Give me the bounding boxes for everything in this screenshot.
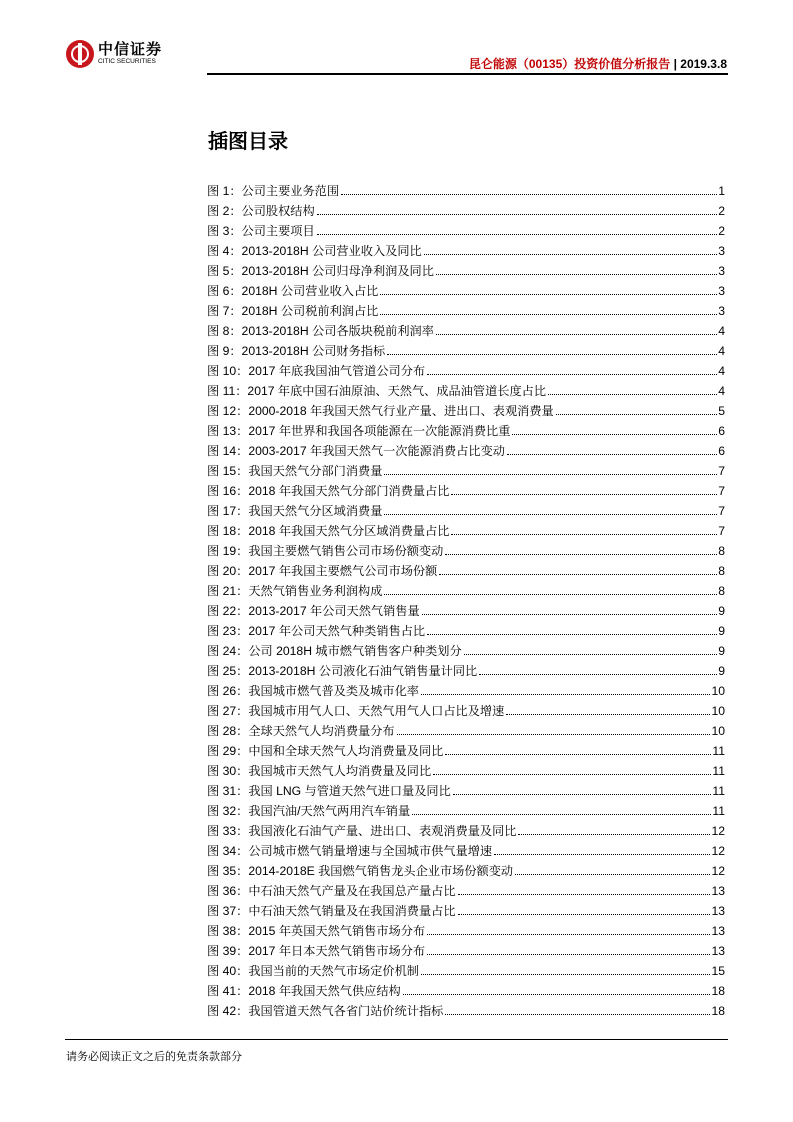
toc-page-number[interactable]: 9: [718, 644, 725, 658]
toc-entry-label[interactable]: 图 35：2014-2018E 我国燃气销售龙头企业市场份额变动: [207, 864, 514, 878]
toc-page-number[interactable]: 4: [718, 384, 725, 398]
report-title: 昆仑能源（00135）投资价值分析报告: [468, 57, 671, 71]
toc-leader-dots: [433, 774, 711, 775]
toc-page-number[interactable]: 10: [711, 684, 725, 698]
toc-entry-label[interactable]: 图 4：2013-2018H 公司营业收入及同比: [207, 244, 422, 258]
toc-page-number[interactable]: 6: [718, 444, 725, 458]
toc-entry-label[interactable]: 图 41：2018 年我国天然气供应结构: [207, 984, 401, 998]
toc-page-number[interactable]: 7: [718, 524, 725, 538]
toc-entry[interactable]: [207, 658, 725, 678]
toc-entry[interactable]: [207, 358, 725, 378]
toc-leader-dots: [427, 934, 710, 935]
toc-leader-dots: [436, 274, 717, 275]
toc-entry-label[interactable]: 图 20：2017 年我国主要燃气公司市场份额: [207, 564, 438, 578]
toc-entry-label[interactable]: 图 6：2018H 公司营业收入占比: [207, 284, 379, 298]
citic-logo: [66, 40, 162, 68]
toc-leader-dots: [453, 794, 712, 795]
toc-page-number[interactable]: 11: [712, 784, 725, 798]
toc-leader-dots: [403, 994, 711, 995]
toc-entry[interactable]: [207, 258, 725, 278]
toc-leader-dots: [518, 834, 710, 835]
toc-leader-dots: [458, 914, 711, 915]
toc-page-number[interactable]: 12: [711, 844, 725, 858]
toc-entry[interactable]: [207, 958, 725, 978]
toc-leader-dots: [317, 214, 718, 215]
toc-page-number[interactable]: 18: [711, 1004, 725, 1018]
toc-entry-label[interactable]: 图 40：我国当前的天然气市场定价机制: [207, 964, 419, 978]
toc-leader-dots: [506, 714, 710, 715]
toc-entry-label[interactable]: 图 38：2015 年英国天然气销售市场分布: [207, 924, 426, 938]
toc-entry-label[interactable]: 图 19：我国主要燃气销售公司市场份额变动: [207, 544, 444, 558]
toc-entry[interactable]: [207, 278, 725, 298]
toc-entry[interactable]: [207, 758, 725, 778]
toc-page-number[interactable]: 13: [711, 944, 725, 958]
toc-leader-dots: [380, 314, 717, 315]
toc-entry[interactable]: [207, 298, 725, 318]
toc-entry-label[interactable]: 图 15：我国天然气分部门消费量: [207, 464, 383, 478]
header-divider: [207, 73, 728, 75]
toc-entry-label[interactable]: 图 27：我国城市用气人口、天然气用气人口占比及增速: [207, 704, 505, 718]
toc-entry-label[interactable]: 图 11：2017 年底中国石油原油、天然气、成品油管道长度占比: [207, 384, 547, 398]
toc-entry[interactable]: [207, 698, 725, 718]
toc-page-number[interactable]: 11: [712, 744, 725, 758]
toc-entry[interactable]: [207, 458, 725, 478]
toc-page-number[interactable]: 3: [718, 264, 725, 278]
toc-page-number[interactable]: 7: [718, 484, 725, 498]
toc-leader-dots: [427, 374, 717, 375]
toc-page-number[interactable]: 12: [711, 864, 725, 878]
toc-leader-dots: [507, 454, 717, 455]
toc-entry-label[interactable]: 图 1：公司主要业务范围: [207, 184, 340, 198]
toc-leader-dots: [451, 494, 717, 495]
toc-leader-dots: [317, 234, 718, 235]
toc-entry[interactable]: [207, 978, 725, 998]
toc-leader-dots: [512, 434, 717, 435]
toc-entry-label[interactable]: 图 7：2018H 公司税前利润占比: [207, 304, 379, 318]
toc-entry[interactable]: [207, 598, 725, 618]
report-header: [469, 55, 727, 72]
toc-entry[interactable]: [207, 898, 725, 918]
toc-entry-label[interactable]: 图 12：2000-2018 年我国天然气行业产量、进出口、表观消费量: [207, 404, 554, 418]
footer-disclaimer: 请务必阅读正文之后的免责条款部分: [66, 1051, 242, 1063]
toc-entry-label[interactable]: 图 18：2018 年我国天然气分区域消费量占比: [207, 524, 450, 538]
toc-entry[interactable]: [207, 538, 725, 558]
toc-entry[interactable]: [207, 678, 725, 698]
toc-leader-dots: [445, 754, 711, 755]
toc-entry[interactable]: [207, 498, 725, 518]
toc-page-number[interactable]: 2: [718, 204, 725, 218]
toc-entry[interactable]: [207, 718, 725, 738]
toc-entry-label[interactable]: 图 30：我国城市天然气人均消费量及同比: [207, 764, 432, 778]
toc-entry-label[interactable]: 图 26：我国城市燃气普及类及城市化率: [207, 684, 419, 698]
toc-entry[interactable]: [207, 558, 725, 578]
toc-entry-label[interactable]: 图 10：2017 年底我国油气管道公司分布: [207, 364, 426, 378]
toc-leader-dots: [479, 674, 717, 675]
toc-entry[interactable]: [207, 418, 725, 438]
toc-entry-label[interactable]: 图 28：全球天然气人均消费量分布: [207, 724, 395, 738]
toc-entry-label[interactable]: 图 13：2017 年世界和我国各项能源在一次能源消费比重: [207, 424, 511, 438]
toc-leader-dots: [556, 414, 717, 415]
toc-page-number[interactable]: 13: [711, 884, 725, 898]
toc-page-number[interactable]: 7: [718, 464, 725, 478]
logo-en-text: CITIC SECURITIES: [98, 58, 156, 66]
toc-page-number[interactable]: 6: [718, 424, 725, 438]
toc-page-number[interactable]: 10: [711, 724, 725, 738]
toc-page-number[interactable]: 8: [718, 564, 725, 578]
toc-entry-label[interactable]: 图 17：我国天然气分区域消费量: [207, 504, 383, 518]
toc-leader-dots: [380, 294, 717, 295]
toc-leader-dots: [458, 894, 711, 895]
toc-page-number[interactable]: 13: [711, 924, 725, 938]
toc-entry-label[interactable]: 图 22：2013-2017 年公司天然气销售量: [207, 604, 420, 618]
toc-entry[interactable]: [207, 638, 725, 658]
toc-entry-label[interactable]: 图 8：2013-2018H 公司各版块税前利润率: [207, 324, 434, 338]
toc-entry[interactable]: [207, 578, 725, 598]
toc-page-number[interactable]: 13: [711, 904, 725, 918]
toc-entry-label[interactable]: 图 36：中石油天然气产量及在我国总产量占比: [207, 884, 456, 898]
toc-page-number[interactable]: 4: [718, 324, 725, 338]
toc-entry[interactable]: [207, 798, 725, 818]
toc-entry-label[interactable]: 图 33：我国液化石油气产量、进出口、表观消费量及同比: [207, 824, 517, 838]
toc-entry[interactable]: [207, 938, 725, 958]
toc-leader-dots: [439, 574, 717, 575]
toc-entry[interactable]: [207, 618, 725, 638]
toc-entry[interactable]: [207, 878, 725, 898]
page-title: 插图目录: [208, 131, 288, 153]
toc-entry[interactable]: [207, 198, 725, 218]
toc-entry-label[interactable]: 图 42：我国管道天然气各省门站价统计指标: [207, 1004, 444, 1018]
toc-entry[interactable]: [207, 478, 725, 498]
citic-logo-icon: [66, 40, 94, 68]
toc-entry-label[interactable]: 图 16：2018 年我国天然气分部门消费量占比: [207, 484, 450, 498]
toc-entry-label[interactable]: 图 2：公司股权结构: [207, 204, 315, 218]
toc-entry[interactable]: [207, 518, 725, 538]
toc-entry[interactable]: [207, 218, 725, 238]
toc-entry-label[interactable]: 图 25：2013-2018H 公司液化石油气销售量计同比: [207, 664, 478, 678]
toc-leader-dots: [451, 534, 717, 535]
toc-leader-dots: [421, 694, 710, 695]
toc-entry-label[interactable]: 图 34：公司城市燃气销量增速与全国城市供气量增速: [207, 844, 493, 858]
toc-entry[interactable]: [207, 338, 725, 358]
toc-page-number[interactable]: 15: [711, 964, 725, 978]
toc-page-number[interactable]: 9: [718, 624, 725, 638]
toc-leader-dots: [341, 194, 717, 195]
toc-entry[interactable]: [207, 378, 725, 398]
toc-entry-label[interactable]: 图 5：2013-2018H 公司归母净利润及同比: [207, 264, 434, 278]
toc-entry[interactable]: [207, 238, 725, 258]
report-date: 2019.3.8: [680, 57, 727, 71]
toc-entry-label[interactable]: 图 29：中国和全球天然气人均消费量及同比: [207, 744, 444, 758]
toc-entry-label[interactable]: 图 14：2003-2017 年我国天然气一次能源消费占比变动: [207, 444, 505, 458]
toc-page-number[interactable]: 10: [711, 704, 725, 718]
toc-entry-label[interactable]: 图 32：我国汽油/天然气两用汽车销量: [207, 804, 411, 818]
toc-leader-dots: [422, 614, 718, 615]
toc-page-number[interactable]: 3: [718, 284, 725, 298]
toc-page-number[interactable]: 3: [718, 244, 725, 258]
toc-page-number[interactable]: 18: [711, 984, 725, 998]
toc-entry[interactable]: [207, 818, 725, 838]
toc-page-number[interactable]: 8: [718, 584, 725, 598]
toc-entry[interactable]: [207, 998, 725, 1018]
toc-entry-label[interactable]: 图 31：我国 LNG 与管道天然气进口量及同比: [207, 784, 451, 798]
logo-cn-text: 中信证券: [98, 41, 163, 59]
toc-page-number[interactable]: 5: [718, 404, 725, 418]
toc-entry[interactable]: [207, 918, 725, 938]
toc-page-number[interactable]: 11: [712, 804, 725, 818]
toc-leader-dots: [464, 654, 718, 655]
toc-page-number[interactable]: 3: [718, 304, 725, 318]
toc-leader-dots: [387, 354, 717, 355]
toc-entry[interactable]: [207, 318, 725, 338]
toc-entry-label[interactable]: 图 9：2013-2018H 公司财务指标: [207, 344, 386, 358]
toc-entry[interactable]: [207, 778, 725, 798]
toc-page-number[interactable]: 11: [712, 764, 725, 778]
toc-leader-dots: [384, 474, 717, 475]
toc-leader-dots: [436, 334, 717, 335]
toc-page-number[interactable]: 9: [718, 664, 725, 678]
toc-entry-label[interactable]: 图 39：2017 年日本天然气销售市场分布: [207, 944, 426, 958]
toc-leader-dots: [397, 734, 711, 735]
toc-leader-dots: [427, 954, 710, 955]
toc-page-number[interactable]: 4: [718, 344, 725, 358]
toc-entry-label[interactable]: 图 24：公司 2018H 城市燃气销售客户种类划分: [207, 644, 462, 658]
toc-page-number[interactable]: 2: [718, 224, 725, 238]
toc-page-number[interactable]: 12: [711, 824, 725, 838]
toc-page-number[interactable]: 9: [718, 604, 725, 618]
toc-entry-label[interactable]: 图 37：中石油天然气销量及在我国消费量占比: [207, 904, 456, 918]
toc-leader-dots: [412, 814, 711, 815]
toc-entry[interactable]: [207, 858, 725, 878]
toc-entry-label[interactable]: 图 21：天然气销售业务利润构成: [207, 584, 383, 598]
header-separator: |: [670, 57, 681, 71]
toc-page-number[interactable]: 4: [718, 364, 725, 378]
toc-leader-dots: [384, 594, 717, 595]
toc-leader-dots: [445, 1014, 710, 1015]
toc-leader-dots: [515, 874, 710, 875]
toc-leader-dots: [427, 634, 717, 635]
toc-entry[interactable]: [207, 398, 725, 418]
figure-list: [207, 178, 725, 1018]
footer-divider: [65, 1039, 728, 1040]
toc-entry[interactable]: [207, 438, 725, 458]
toc-entry[interactable]: [207, 838, 725, 858]
toc-entry[interactable]: [207, 178, 725, 198]
toc-leader-dots: [494, 854, 710, 855]
toc-leader-dots: [445, 554, 717, 555]
toc-leader-dots: [421, 974, 710, 975]
toc-leader-dots: [424, 254, 718, 255]
toc-page-number[interactable]: 1: [718, 184, 725, 198]
toc-page-number[interactable]: 8: [718, 544, 725, 558]
toc-entry-label[interactable]: 图 3：公司主要项目: [207, 224, 315, 238]
toc-leader-dots: [548, 394, 717, 395]
toc-page-number[interactable]: 7: [718, 504, 725, 518]
toc-entry-label[interactable]: 图 23：2017 年公司天然气种类销售占比: [207, 624, 426, 638]
toc-leader-dots: [384, 514, 717, 515]
toc-entry[interactable]: [207, 738, 725, 758]
